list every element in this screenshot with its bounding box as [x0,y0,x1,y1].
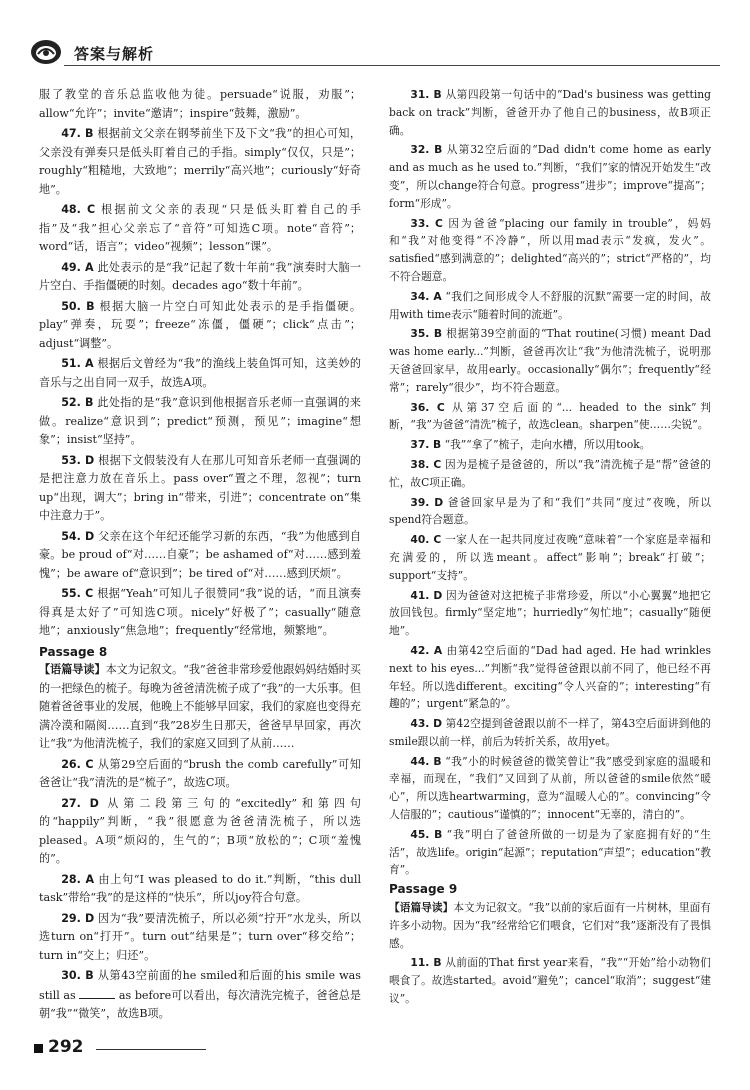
answer-item [389,141,711,212]
answer-explanation: “我们之间形成令人不舒服的沉默”需要一定的时间，故用with time表示“随着时间的流逝”。 [389,289,711,321]
answer-key: 55. C [61,587,94,600]
answer-item [389,399,711,435]
answer-explanation: 一家人在一起共同度过夜晚“意味着”一个家庭是幸福和充满爱的，所以选meant。affect“影响”；break“打破”；support“支持”。 [389,533,711,582]
footer-divider [96,1049,206,1050]
page-header [30,38,720,68]
answer-explanation: “我”小的时候爸爸的微笑曾让“我”感受到家庭的温暖和幸福，而现在，“我们”又回到了从前，所以爸爸的smile依然“暖心”，所以选heartwarming，意为“温暖人心的”。convincing“令人信服的”；cautious“谨慎的”；innocent“无辜的，清白的”。 [389,754,711,822]
answer-key: 40. C [410,533,442,547]
answer-key: 49. A [61,260,94,274]
guide-label: 【语篇导读】 [389,901,454,915]
answer-item [389,715,711,751]
answer-item [39,910,361,966]
answer-key: 48. C [61,203,96,216]
answer-item [39,756,361,793]
answer-key: 37. B [410,438,442,452]
fill-blank [79,986,115,999]
answer-item [389,753,711,824]
answer-explanation: 爸爸回家早是为了和“我们”共同“度过”夜晚，所以spend符合题意。 [389,495,711,527]
answer-key: 53. D [61,453,95,467]
answer-item [39,125,361,199]
answer-explanation: 根据第39空前面的“That routine(习惯) meant Dad was home early...”判断，爸爸再次让“我”为他清洗梳子，说明那天爸爸回家早，故用early。occasionally“偶尔”；frequently“经常”；rarely“很少”，均不符合题意。 [389,327,711,394]
logo-icon [30,38,64,66]
answer-item [389,587,711,640]
answer-item [389,494,711,530]
answer-explanation: 因为“我”要清洗梳子，所以必须“拧开”水龙头，所以选turn on“打开”。turn out“结果是”；turn over“移交给”；turn in“交上；归还”。 [39,911,361,962]
answer-item [39,452,361,526]
answer-key: 34. A [410,289,442,303]
answer-item [389,215,711,286]
answer-key: 45. B [410,827,443,841]
answer-item [389,456,711,492]
answer-item [39,528,361,584]
answer-explanation: 由上句“I was pleased to do it.”判断，“this dull task”带给“我”的是这样的“快乐”，所以joy符合句意。 [39,872,362,904]
answer-explanation: 此处表示的是“我”记起了数十年前“我”演奏时大脑一片空白、手指僵硬的时刻。decades ago“数十年前”。 [39,260,361,292]
answer-explanation: “我”明白了爸爸所做的一切是为了家庭拥有好的“生活”，故选life。origin“起源”；reputation“声望”；education“教育”。 [389,827,711,877]
answer-explanation-start: 从第43空前面的he smiled和后面的his smile was still as [39,969,361,1002]
answer-explanation: 根据前文父亲的表现“只是低头盯着自己的手指”及“我”担心父亲忘了“音符”可知选C项。note“音符”；word“话，语言”；video“视频”；lesson“课”。 [39,203,361,253]
answer-item [39,259,361,296]
reading-guide [39,661,361,754]
reading-guide [389,899,711,952]
passage-heading: Passage 8 [39,644,108,659]
answer-key: 38. C [410,457,442,471]
right-column [389,86,711,1010]
answer-key: 44. B [410,754,442,768]
answer-key: 32. B [410,143,443,157]
answer-key: 39. D [410,495,444,509]
answer-explanation: 由第42空后面的“Dad had aged. He had wrinkles next to his eyes...”判断“我”觉得爸爸跟以前不同了，他已经不再年轻。所以选different。exciting“令人兴奋的”；interesting“有趣的”；urgent“紧急的”。 [389,643,711,711]
answer-explanation: 从第四段第一句话中的“Dad's business was getting back on track”判断，爸爸开办了他自己的business，故B项正确。 [389,88,711,137]
answer-explanation: 根据“Yeah”可知儿子很赞同“我”说的话，“而且演奏得真是太好了”可知选C项。nicely“好极了”；casually“随意地”；anxiously“焦急地”；frequently“经常地，频繁地”。 [39,587,362,637]
answer-key: 50. B [61,299,95,313]
answer-explanation: 根据大脑一片空白可知此处表示的是手指僵硬。play“弹奏，玩耍”；freeze“冻僵，僵硬”；click“点击”；adjust“调整”。 [39,299,361,350]
answer-item [389,86,711,139]
header-title: 答案与解析 [74,45,155,63]
answer-key: 31. B [410,88,442,101]
answer-explanation: 此处指的是“我”意识到他根据音乐老师一直强调的来做。realize“意识到”；predict“预测，预见”；imagine“想象”；insist“坚持”。 [39,396,361,446]
answer-key: 54. D [61,529,95,543]
answer-explanation: 从第37空后面的“... headed to the sink”判断，“我”为爸爸“清洗”梳子，故选clean。sharpen“使……尖锐”。 [389,400,711,432]
answer-key: 43. D [410,717,443,731]
answer-item [389,531,711,584]
answer-key: 28. A [61,872,95,886]
answer-explanation-end: as before可以看出，每次清洗完梳子，爸爸总是朝“我”“微笑”，故选B项。 [39,988,361,1020]
answer-key: 35. B [410,327,442,341]
answer-explanation: 第42空提到爸爸跟以前不一样了，第43空后面讲到他的smile跟以前一样，前后为转折关系，故用yet。 [389,717,711,748]
answer-key: 27. D [61,796,99,810]
answer-item [389,325,711,396]
answer-key: 52. B [61,396,94,409]
answer-explanation: 从前面的That first year来看，“我”“开始”给小动物们喂食了。故选started。avoid“避免”；cancel“取消”；suggest“建议”。 [389,956,711,1006]
answer-key: 11. B [410,956,442,970]
answer-key: 42. A [410,643,443,657]
answer-key: 33. C [410,216,443,230]
answer-item [39,201,361,257]
answer-item [389,436,711,454]
answer-item [389,288,711,324]
answer-item [39,795,361,869]
answer-explanation: 从第29空后面的“brush the comb carefully”可知爸爸让“我”清洗的是“梳子”，故选C项。 [39,757,362,789]
answer-item [389,642,711,713]
answer-item [389,954,711,1007]
answer-explanation: 从第32空后面的“Dad didn't come home as early and as much as he used to.”判断，“我们”家的情况开始发生“改变”，所以change符合句意。progress“进步”；improve“提高”；form“形成”。 [389,143,711,210]
paragraph-continued: 服了教堂的音乐总监收他为徒。persuade“说服，劝服”；allow“允许”；invite“邀请”；inspire“鼓舞，激励”。 [39,88,361,120]
answer-key: 51. A [61,357,94,370]
answer-item [39,967,361,1024]
answer-item [39,585,361,641]
answer-item [39,871,361,908]
answer-explanation: 因为是梳子是爸爸的，所以“我”清洗梳子是“帮”爸爸的忙，故C项正确。 [389,457,711,489]
answer-explanation: 根据前文父亲在钢琴前坐下及下文“我”的担心可知，父亲没有弹奏只是低头盯着自己的手指。simply“仅仅，只是”；roughly“粗糙地，大致地”；merrily“高兴地”；curiously“好奇地”。 [39,127,361,196]
answer-explanation: 根据下文假装没有人在那儿可知音乐老师一直强调的是把注意力放在音乐上。pass over“置之不理，忽视”；turn up“出现，调大”；bring in“带来，引进”；concentrate on“集中注意力于”。 [39,453,361,522]
footer-square-icon [34,1044,43,1053]
answer-key: 26. C [61,757,94,771]
page-footer [34,1036,334,1066]
answer-explanation: 因为爸爸“placing our family in trouble”，妈妈和“我”对他变得“不冷静”，所以用mad表示“发疯，发火”。satisfied“感到满意的”；delighted“高兴的”；strict“严格的”，均不符合题意。 [389,216,711,283]
guide-text: 本文为记叙文。“我”爸爸非常珍爱他跟妈妈结婚时买的一把绿色的梳子。每晚为爸爸清洗梳子成了“我”的一大乐事。但随着爸爸事业的发展，他晚上不能够早回家，我们的家庭也变得充满冷漠和隔阂……直到“我”28岁生日那天，爸爸早早回家，再次让“我”为他清洗梳子，我们的家庭又回到了从前…… [39,663,361,750]
answer-explanation: “我”“拿了”梳子，走向水槽，所以用took。 [444,438,651,452]
answer-key: 41. D [410,588,443,602]
answer-key: 47. B [61,127,94,140]
page-number: 292 [48,1037,84,1057]
answer-explanation: 根据后文曾经为“我”的渔线上装鱼饵可知，这美妙的音乐与之出自同一双手，故选A项。 [39,357,361,389]
answer-item [39,394,361,450]
answer-explanation: 父亲在这个年纪还能学习新的东西，“我”为他感到自豪。be proud of“对……自豪”；be ashamed of“对……感到羞愧”；be aware of“意识到”；be tired of“对……感到厌烦”。 [39,529,361,580]
left-column [39,86,361,1026]
answer-item [39,298,361,354]
answer-key: 29. D [61,911,95,925]
answer-explanation: 从第二段第三句的“excitedly”和第四句的“happily”判断，“我”很愿意为爸爸清洗梳子，所以选pleased。A项“烦闷的，生气的”；B项“放松的”；C项“羞愧的”。 [39,796,361,865]
guide-text: 本文为记叙文。“我”以前的家后面有一片树林，里面有许多小动物。因为“我”经常给它们喂食，它们对“我”逐渐没有了畏惧感。 [389,901,711,950]
answer-item [39,355,361,392]
answer-key: 30. B [61,969,94,982]
answer-explanation: 因为爸爸对这把梳子非常珍爱，所以“小心翼翼”地把它放回钱包。firmly“坚定地”；hurriedly“匆忙地”；casually“随便地”。 [389,588,711,638]
answer-key: 36. C [410,400,445,414]
passage-heading: Passage 9 [389,882,458,897]
guide-label: 【语篇导读】 [39,663,106,676]
header-divider [64,65,720,66]
answer-item [389,826,711,879]
